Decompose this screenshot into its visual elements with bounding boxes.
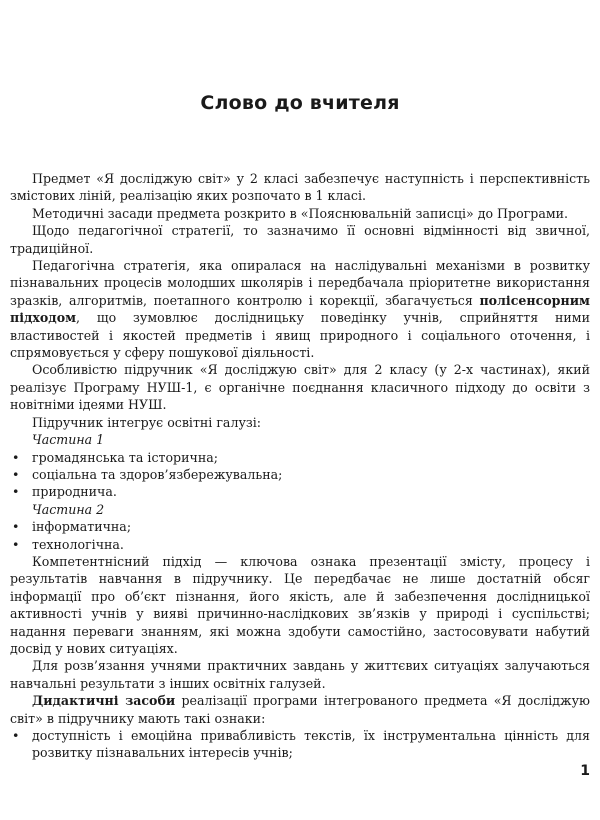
list-item xyxy=(10,536,590,553)
paragraph: Методичні засади предмета розкрито в «Пояснювальній записці» до Програми. xyxy=(32,205,569,221)
paragraph: Предмет «Я досліджую світ» у 2 класі забезпечує наступність і перспективність змістових ліній, реалізацію яких розпочато в 1 класі. xyxy=(10,171,590,204)
list-item-text: технологічна. xyxy=(32,536,124,552)
bullet-icon: • xyxy=(12,484,20,500)
list-item xyxy=(10,449,590,466)
list-item-text: природнича. xyxy=(32,484,117,500)
paragraph: Компетентнісний підхід — ключова ознака презентації змісту, процесу і результатів навчання в підручнику. Це передбачає не лише достатній обсяг інформації про об’єкт пізнання, його якість, але й забезпечення дослідницької активності учнів у вияві причинно-наслідкових зв’язків у природі і суспільстві; надання переваги знанням, які можна здобути самостійно, застосовувати набутий досвід у нових ситуаціях. xyxy=(10,553,590,656)
part-heading: Частина 1 xyxy=(32,432,105,448)
list-item xyxy=(10,727,590,762)
document-body xyxy=(10,170,590,762)
bold-term: Дидактичні засоби xyxy=(32,693,176,709)
text-run: , що зумовлює дослідницьку поведінку учнів, сприйняття ними властивостей і якостей предметів і явищ природного і соціального оточення, і спрямовується у сферу пошукової діяльності. xyxy=(10,310,590,361)
list-item xyxy=(10,466,590,483)
list-item xyxy=(10,483,590,500)
page-title: Слово до вчителя xyxy=(200,92,400,114)
paragraph: Для розв’язання учнями практичних завдань у життєвих ситуаціях залучаються навчальні результати з інших освітніх галузей. xyxy=(10,658,590,691)
list-item-text: доступність і емоційна привабливість текстів, їх інструментальна цінність для розвитку пізнавальних інтересів учнів; xyxy=(32,728,590,761)
bullet-icon: • xyxy=(12,449,20,465)
paragraph: Щодо педагогічної стратегії, то зазначимо її основні відмінності від звичної, традиційної. xyxy=(10,223,590,256)
text-run: реалізації програми інтегрованого предмета «Я досліджую світ» в підручнику мають такі ознаки: xyxy=(10,693,590,726)
bullet-icon: • xyxy=(12,536,20,552)
list-item xyxy=(10,518,590,535)
bullet-icon: • xyxy=(12,466,20,482)
list-item-text: соціальна та здоров’язбережувальна; xyxy=(32,466,283,482)
paragraph: Особливістю підручник «Я досліджую світ» для 2 класу (у 2-х частинах), який реалізує Програму НУШ-1, є органічне поєднання класичного підходу до освіти з новітніми ідеями НУШ. xyxy=(10,362,590,413)
list-item-text: інформатична; xyxy=(32,519,132,535)
bullet-icon: • xyxy=(12,519,20,535)
text-run: Педагогічна стратегія, яка опиралася на наслідувальні механізми в розвитку пізнавальних процесів молодших школярів і передбачала пріоритетне використання зразків, алгоритмів, поетапного контролю і корекції, збагачується xyxy=(10,258,590,308)
paragraph: Підручник інтегрує освітні галузі: xyxy=(32,414,261,430)
list-item-text: громадянська та історична; xyxy=(32,449,218,465)
page-number: 1 xyxy=(580,763,590,779)
paragraph xyxy=(10,692,590,727)
bullet-icon: • xyxy=(12,728,20,743)
part-heading: Частина 2 xyxy=(32,501,105,517)
paragraph xyxy=(10,257,590,361)
bold-term: полісенсорним підходом xyxy=(10,292,590,326)
